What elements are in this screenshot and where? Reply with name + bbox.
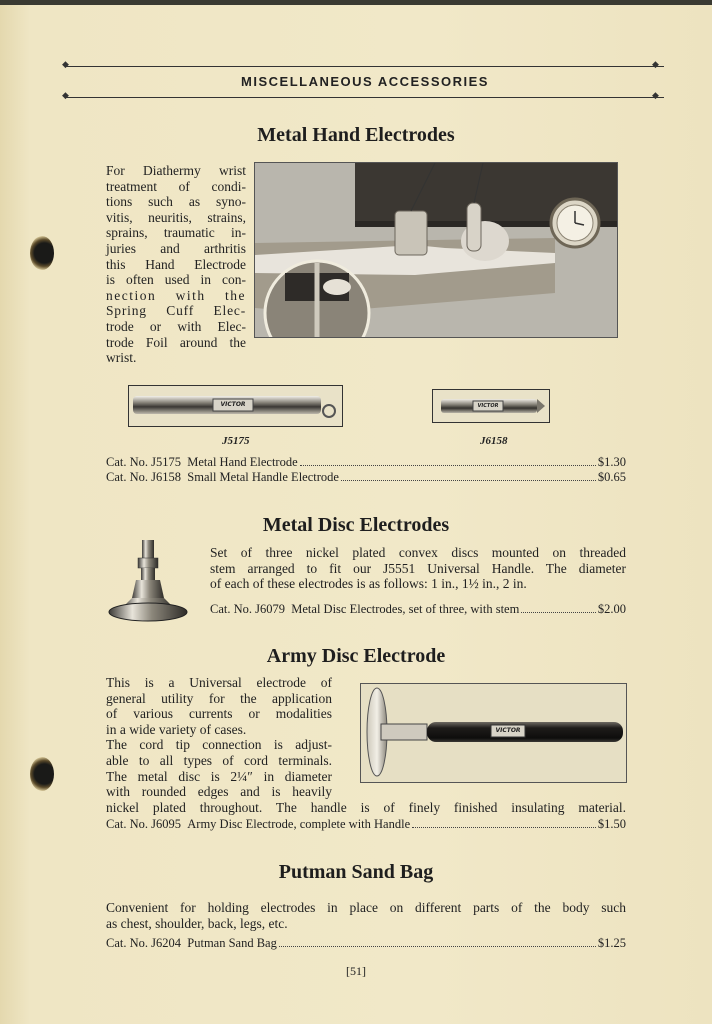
cat-description: Army Disc Electrode, complete with Handle [187,817,411,831]
catalog-line-j5175 [106,455,626,470]
text-line: Convenient for holding electrodes in place on different parts of the body such [106,900,626,915]
j5175-product-image [128,385,343,427]
cat-number: J6095 [151,817,182,831]
page-number: [51] [346,964,366,978]
text-line: juries and arthritis [106,240,246,256]
cat-price: $1.50 [597,817,626,831]
rule-ornament: ◆ [652,60,659,70]
text-line: with rounded edges and is heavily [106,784,332,800]
text-line: trode Foil around the [106,334,246,350]
text-line: nection with the [106,287,246,303]
victor-label: VICTOR [477,403,499,409]
text-line: stem arranged to fit our J5551 Universal Handle. The diameter [210,560,626,576]
text-line: sprains, traumatic in- [106,225,246,241]
cat-number: J6204 [151,936,182,950]
hand-electrode-photo [254,162,618,338]
text-line: vitis, neuritis, strains, [106,209,246,225]
cat-description: Metal Disc Electrodes, set of three, with stem [291,602,520,616]
binder-hole-top [30,236,54,270]
rule-ornament: ◆ [62,91,69,101]
victor-label: VICTOR [495,727,521,734]
catalog-line-j6158 [106,470,626,485]
section-title-hand-electrodes: Metal Hand Electrodes [257,124,455,146]
army-electrode-photo [360,683,627,783]
hand-description [106,163,246,366]
cat-label: Cat. No. [210,602,253,616]
cat-description: Metal Hand Electrode [187,455,298,469]
text-line: Set of three nickel plated convex discs mounted on threaded [210,545,626,560]
cat-number: J6079 [255,602,286,616]
text-line: as chest, shoulder, back, legs, etc. [106,915,288,931]
binder-hole-bottom [30,757,54,791]
text-line: of each of these electrodes is as follows: 1 in., 1½ in., 2 in. [210,576,527,592]
header-rule-bottom [66,97,664,98]
section-title-sand-bag: Putman Sand Bag [278,861,434,883]
cat-description: Putman Sand Bag [187,936,277,950]
catalog-line-j6204 [106,936,626,951]
text-line: wrist. [106,350,137,366]
text-line: tions such as syno- [106,194,246,210]
cat-price: $1.25 [597,936,626,950]
text-line: The metal disc is 2¼″ in diameter [106,768,332,784]
cat-price: $2.00 [597,602,626,616]
text-line: is often used in con- [106,272,246,288]
text-line: For Diathermy wrist [106,163,246,178]
victor-label: VICTOR [220,401,246,408]
header-rule-top [66,66,664,67]
cat-label: Cat. No. [106,817,149,831]
text-line: in a wide variety of cases. [106,721,247,737]
disc-description [210,545,626,592]
sand-bag-description [106,900,626,931]
text-line: this Hand Electrode [106,256,246,272]
text-line: trode or with Elec- [106,318,246,334]
cat-label: Cat. No. [106,470,149,484]
rule-ornament: ◆ [652,91,659,101]
disc-electrode-image [108,538,190,624]
section-title-disc-electrodes: Metal Disc Electrodes [262,514,450,536]
cat-number: J5175 [151,455,182,469]
rule-ornament: ◆ [62,60,69,70]
top-edge [0,0,712,5]
cat-description: Small Metal Handle Electrode [187,470,339,484]
text-line: of various currents or modalities [106,706,332,722]
text-line: nickel plated throughout. The handle is of finely finished insulating material. [106,799,626,815]
text-line: general utility for the application [106,690,332,706]
cat-number: J6158 [151,470,182,484]
cat-price: $1.30 [597,455,626,469]
text-line: This is a Universal electrode of [106,675,332,690]
catalog-line-j6079 [210,602,626,617]
cat-price: $0.65 [597,470,626,484]
text-line: treatment of condi- [106,178,246,194]
caption-j6158: J6158 [480,435,508,447]
text-line: The cord tip connection is adjust- [106,737,332,753]
caption-j5175: J5175 [222,435,250,447]
j6158-product-image [432,389,550,423]
cat-label: Cat. No. [106,936,149,950]
cat-label: Cat. No. [106,455,149,469]
text-line: able to all types of cord terminals. [106,752,332,768]
page-header: MISCELLANEOUS ACCESSORIES [241,74,489,89]
catalog-line-j6095 [106,817,626,832]
text-line: Spring Cuff Elec- [106,303,246,319]
section-title-army-disc: Army Disc Electrode [266,645,446,667]
